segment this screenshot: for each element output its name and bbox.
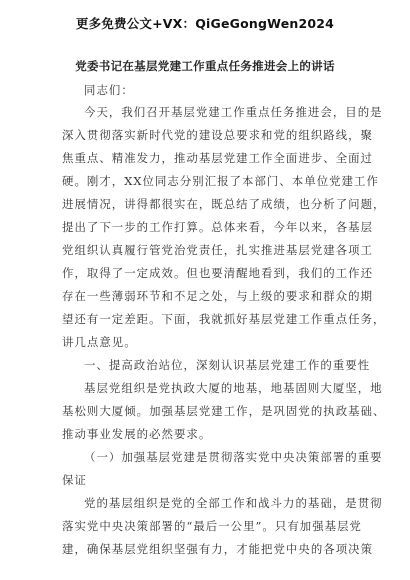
body-line: 保证 (62, 473, 87, 487)
body-line: 同志们： (84, 83, 134, 97)
body-line: 推动事业发展的必然要求。 (62, 427, 212, 441)
body-line: 焦重点、精准发力，推动基层党建工作全面进步、全面过 (62, 151, 374, 165)
body-line: 深入贯彻落实新时代党的建设总要求和党的组织路线，聚 (62, 128, 374, 142)
body-line: 一、提高政治站位，深刻认识基层党建工作的重要性 (84, 358, 371, 372)
body-line: 建，确保基层党组织坚强有力，才能把党中央的各项决策 (62, 542, 374, 556)
body-line: 提出了下一步的工作打算。总体来看，今年以来，各基层 (62, 220, 374, 234)
body-line: 落实党中央决策部署的“最后一公里”。只有加强基层党 (62, 519, 362, 533)
speech-title: 党委书记在基层党建工作重点任务推进会上的讲话 (75, 59, 335, 73)
body-line: 党组织认真履行管党治党责任，扎实推进基层党建各项工 (62, 243, 374, 257)
body-line: 党的基层组织是党的全部工作和战斗力的基础，是贯彻 (84, 496, 383, 510)
body-line: 进展情况，讲得都很实在，既总结了成绩，也分析了问题， (62, 197, 386, 211)
body-line: 今天，我们召开基层党建工作重点任务推进会，目的是 (84, 105, 383, 119)
promo-header: 更多免费公文+VX：QiGeGongWen2024 (75, 16, 335, 31)
body-line: 望还有一定差距。下面，我就抓好基层党建工作重点任务， (62, 312, 386, 326)
body-line: 硬。刚才，XX位同志分别汇报了本部门、本单位党建工作 (62, 174, 379, 188)
body-line: 基层党组织是党执政大厦的地基，地基固则大厦坚，地 (84, 381, 383, 395)
body-line: 作，取得了一定成效。但也要清醒地看到，我们的工作还 (62, 266, 374, 280)
body-line: （一）加强基层党建是贯彻落实党中央决策部署的重要 (84, 450, 383, 464)
body-line: 基松则大厦倾。加强基层党建工作，是巩固党的执政基础、 (62, 404, 386, 418)
body-line: 存在一些薄弱环节和不足之处，与上级的要求和群众的期 (62, 289, 374, 303)
body-line: 讲几点意见。 (62, 335, 137, 349)
